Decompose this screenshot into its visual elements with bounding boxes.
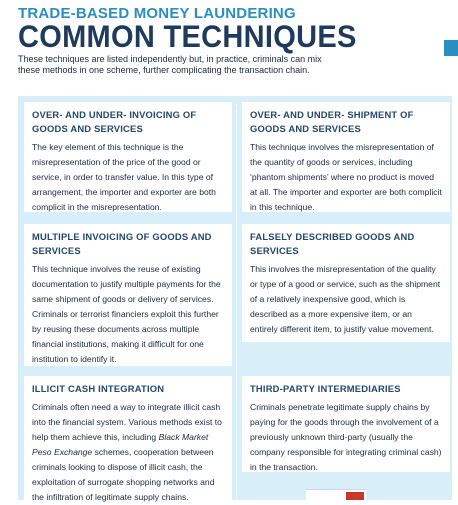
- column-divider: [236, 104, 237, 500]
- card-multiple-invoicing: [24, 224, 232, 366]
- accent-bar: [444, 40, 458, 56]
- card-body-text: Criminals often need a way to integrate illicit cash into the financial system. Various methods exist to help them achieve this, including: [32, 402, 222, 442]
- card-title: OVER- AND UNDER- INVOICING OF GOODS AND SERVICES: [32, 109, 197, 134]
- card-body-text: schemes, cooperation between criminals looking to dispose of illicit cash, the exploitation of surrogate shopping networks and the infiltration of legitimate supply chains.: [32, 447, 215, 502]
- card-title: ILLICIT CASH INTEGRATION: [32, 383, 165, 394]
- card-title: THIRD-PARTY INTERMEDIARIES: [250, 383, 401, 394]
- card-body-emphasis: Black Market Peso Exchange: [32, 432, 209, 457]
- intro-text: These techniques are listed independently but, in practice, criminals can mix these methods in one scheme, further complicating the transaction chain.: [18, 54, 322, 75]
- card-body: [32, 400, 224, 505]
- card-body: Criminals penetrate legitimate supply chains by paying for the goods through the involvement of a previously unknown third-party (usually the company responsible for integrating criminal cash) in the transaction.: [250, 402, 442, 472]
- card-title: MULTIPLE INVOICING OF GOODS AND SERVICES: [32, 231, 212, 256]
- card-third-party-intermediaries: [242, 376, 450, 472]
- card-title: FALSELY DESCRIBED GOODS AND SERVICES: [250, 231, 415, 256]
- card-body: This involves the misrepresentation of the quality or type of a good or service, such as the shipment of a relatively inexpensive good, which is described as a more expensive item, or an entirely different item, to justify value movement.: [250, 264, 441, 334]
- techniques-panel: [18, 96, 452, 500]
- card-body: The key element of this technique is the misrepresentation of the price of the good or service, in order to transfer value. In this type of arrangement, the importer and exporter are both complicit in the misrepresentation.: [32, 142, 216, 212]
- card-body: This technique involves the misrepresentation of the quantity of goods or services, including ‘phantom shipments’ where no product is moved at all. The importer and exporter are both complicit in this technique.: [250, 142, 442, 212]
- kicker-title: TRADE-BASED MONEY LAUNDERING: [18, 5, 296, 22]
- corner-red-marker: [346, 492, 364, 500]
- card-title: OVER- AND UNDER- SHIPMENT OF GOODS AND SERVICES: [250, 109, 414, 134]
- card-falsely-described: [242, 224, 450, 342]
- card-over-under-invoicing: [24, 102, 232, 212]
- page-title: COMMON TECHNIQUES: [18, 19, 357, 55]
- header: [18, 6, 438, 76]
- card-over-under-shipment: [242, 102, 450, 212]
- card-body: This technique involves the reuse of existing documentation to justify multiple payments for the same shipment of goods or delivery of services. Criminals or terrorist financiers exploit this further by reusing these documents across multiple financial institutions, making it difficult for one institution to identify it.: [32, 264, 221, 364]
- card-illicit-cash-integration: [24, 376, 232, 500]
